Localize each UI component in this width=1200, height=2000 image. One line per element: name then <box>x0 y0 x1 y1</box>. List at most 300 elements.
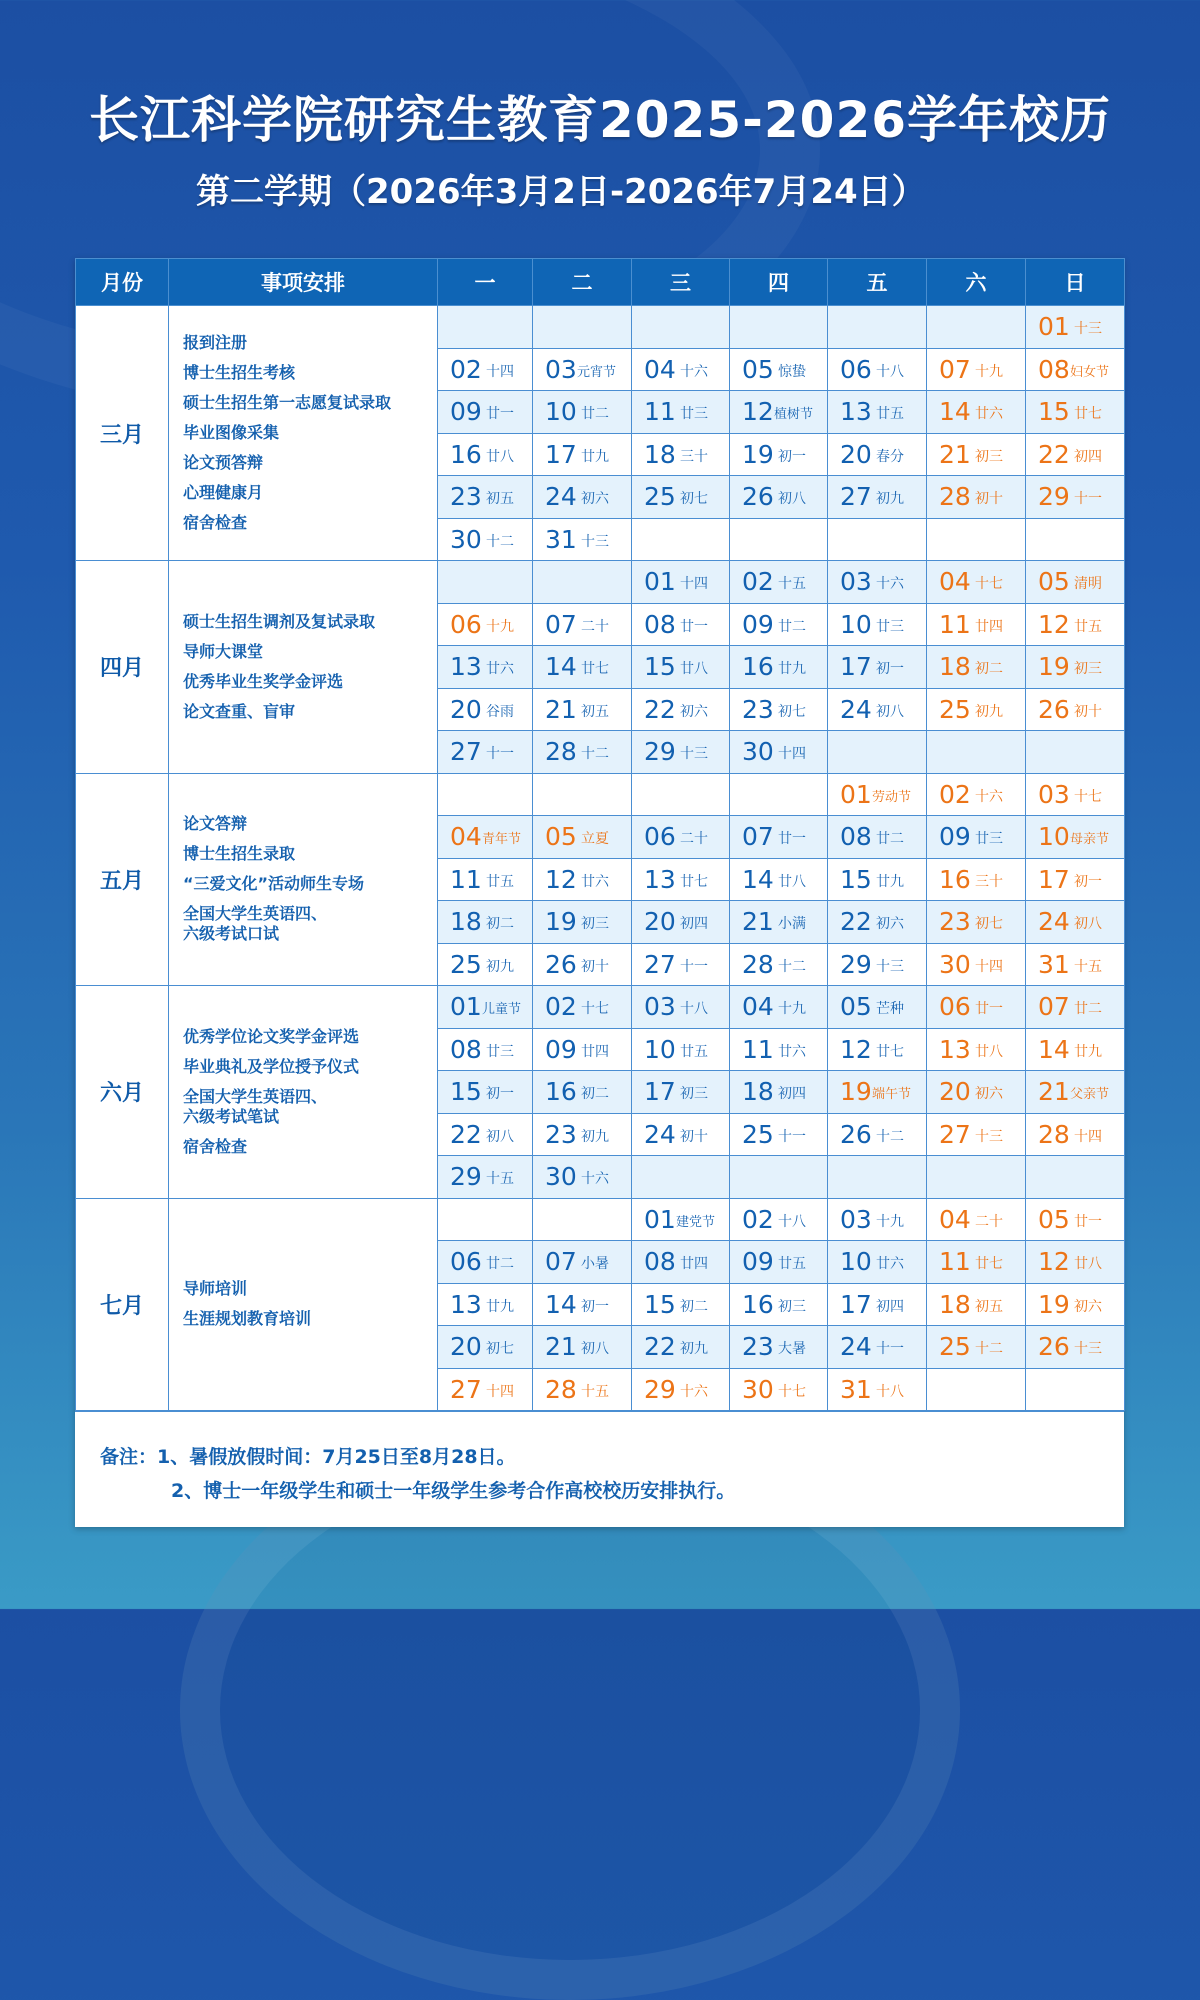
day-cell-tue <box>533 1113 632 1156</box>
day-cell-wed <box>632 1028 730 1071</box>
lunar-date: 廿三 <box>975 831 1003 848</box>
lunar-date: 廿九 <box>581 448 609 465</box>
lunar-date: 十六 <box>581 1171 609 1188</box>
lunar-date: 十八 <box>876 1383 904 1400</box>
day-cell-tue <box>533 1283 632 1326</box>
day-number: 22 <box>450 1119 482 1149</box>
lunar-date: 廿四 <box>680 1256 708 1273</box>
empty-day-cell <box>927 731 1026 774</box>
lunar-date: 初二 <box>680 1298 708 1315</box>
day-cell-sat <box>927 986 1026 1029</box>
column-header-tue: 二 <box>533 259 632 306</box>
day-cell-thu <box>730 1113 828 1156</box>
day-number: 24 <box>840 694 872 724</box>
day-number: 19 <box>1038 1289 1070 1319</box>
day-number: 05 <box>1038 567 1070 597</box>
day-cell-fri <box>828 433 927 476</box>
lunar-date: 十八 <box>876 363 904 380</box>
day-number: 02 <box>450 354 482 384</box>
day-number: 24 <box>840 1332 872 1362</box>
day-cell-fri <box>828 1241 927 1284</box>
empty-day-cell <box>438 561 533 604</box>
day-cell-wed <box>632 433 730 476</box>
day-number: 28 <box>545 1374 577 1404</box>
day-number: 19 <box>1038 652 1070 682</box>
lunar-date: 十七 <box>778 1383 806 1400</box>
lunar-date: 初一 <box>876 661 904 678</box>
day-number: 09 <box>742 609 774 639</box>
day-number: 10 <box>644 1034 676 1064</box>
day-number: 11 <box>742 1034 774 1064</box>
day-number: 15 <box>840 864 872 894</box>
day-number: 01 <box>644 567 676 597</box>
day-cell-mon <box>438 646 533 689</box>
lunar-date: 初七 <box>680 491 708 508</box>
empty-day-cell <box>533 773 632 816</box>
lunar-date: 小暑 <box>581 1256 609 1273</box>
day-number: 17 <box>840 1289 872 1319</box>
event-item <box>183 702 437 722</box>
day-cell-tue <box>533 1326 632 1369</box>
lunar-date: 十三 <box>581 533 609 550</box>
day-number: 22 <box>1038 439 1070 469</box>
day-number: 23 <box>450 482 482 512</box>
day-number: 17 <box>644 1077 676 1107</box>
day-number: 25 <box>450 949 482 979</box>
lunar-date: 十四 <box>486 1383 514 1400</box>
lunar-date: 廿五 <box>778 1256 806 1273</box>
day-number: 30 <box>939 949 971 979</box>
day-cell-fri <box>828 816 927 859</box>
day-cell-mon <box>438 858 533 901</box>
empty-day-cell <box>438 1198 533 1241</box>
day-number: 21 <box>939 439 971 469</box>
day-number: 10 <box>840 1247 872 1277</box>
day-cell-sat <box>927 1326 1026 1369</box>
empty-day-cell <box>632 773 730 816</box>
day-number: 19 <box>840 1077 872 1107</box>
day-cell-mon <box>438 901 533 944</box>
day-cell-sun <box>1026 816 1125 859</box>
day-cell-mon <box>438 1071 533 1114</box>
day-number: 26 <box>840 1119 872 1149</box>
day-number: 06 <box>939 992 971 1022</box>
lunar-date: 初四 <box>876 1298 904 1315</box>
event-item <box>183 423 437 443</box>
day-cell-sun <box>1026 858 1125 901</box>
festival-label: 劳动节 <box>872 789 912 805</box>
day-cell-mon <box>438 986 533 1029</box>
lunar-date: 十六 <box>680 1383 708 1400</box>
event-text: 导师大课堂 <box>183 641 264 661</box>
lunar-date: 十三 <box>1074 321 1102 338</box>
day-number: 10 <box>545 397 577 427</box>
lunar-date: 初七 <box>778 703 806 720</box>
event-text: 硕士生招生第一志愿复试录取 <box>183 393 392 412</box>
week-row <box>76 773 1125 816</box>
lunar-date: 廿二 <box>876 831 904 848</box>
day-cell-fri <box>828 348 927 391</box>
lunar-date: 廿五 <box>1074 618 1102 635</box>
lunar-date: 二十 <box>680 831 708 848</box>
empty-day-cell <box>632 1156 730 1199</box>
day-cell-sat <box>927 1028 1026 1071</box>
lunar-date: 初九 <box>486 958 514 975</box>
day-cell-fri <box>828 476 927 519</box>
month-label: 五月 <box>76 773 169 986</box>
day-cell-mon <box>438 518 533 561</box>
day-number: 11 <box>939 1247 971 1277</box>
day-cell-mon <box>438 1368 533 1411</box>
event-text: 毕业图像采集 <box>183 423 280 442</box>
lunar-date: 十九 <box>876 1213 904 1230</box>
day-cell-mon <box>438 603 533 646</box>
day-cell-sun <box>1026 688 1125 731</box>
event-item <box>183 1027 437 1047</box>
page-subtitle: 第二学期（2026年3月2日-2026年7月24日） <box>196 172 926 212</box>
lunar-date: 廿七 <box>581 661 609 678</box>
festival-label: 母亲节 <box>1070 832 1110 848</box>
event-item <box>183 904 437 944</box>
lunar-date: 廿六 <box>486 661 514 678</box>
day-cell-sat <box>927 646 1026 689</box>
day-number: 11 <box>939 609 971 639</box>
lunar-date: 初六 <box>876 916 904 933</box>
column-header-thu: 四 <box>730 259 828 306</box>
calendar-sheet <box>75 258 1124 1527</box>
calendar-body <box>76 306 1125 1411</box>
empty-day-cell <box>730 1156 828 1199</box>
festival-label: 儿童节 <box>482 1002 522 1018</box>
lunar-date: 二十 <box>581 618 609 635</box>
lunar-date: 三十 <box>975 873 1003 890</box>
day-cell-tue <box>533 858 632 901</box>
day-cell-tue <box>533 603 632 646</box>
day-cell-mon <box>438 433 533 476</box>
day-number: 20 <box>450 1332 482 1362</box>
day-cell-thu <box>730 1198 828 1241</box>
lunar-date: 十二 <box>778 958 806 975</box>
day-cell-tue <box>533 348 632 391</box>
lunar-date: 初四 <box>680 916 708 933</box>
day-cell-sun <box>1026 1113 1125 1156</box>
day-number: 14 <box>742 864 774 894</box>
week-row <box>76 1198 1125 1241</box>
day-number: 07 <box>1038 992 1070 1022</box>
event-item <box>183 1057 437 1077</box>
day-number: 03 <box>644 992 676 1022</box>
day-number: 02 <box>545 992 577 1022</box>
event-text: 全国大学生英语四、 <box>183 904 328 924</box>
day-number: 20 <box>840 439 872 469</box>
day-number: 30 <box>742 1374 774 1404</box>
day-number: 14 <box>545 1289 577 1319</box>
calendar-table <box>75 258 1125 1411</box>
day-number: 12 <box>1038 1247 1070 1277</box>
lunar-date: 小满 <box>778 916 806 933</box>
column-header-sat: 六 <box>927 259 1026 306</box>
lunar-date: 廿九 <box>876 873 904 890</box>
lunar-date: 十四 <box>778 746 806 763</box>
day-number: 12 <box>742 397 774 427</box>
day-cell-wed <box>632 1368 730 1411</box>
day-cell-thu <box>730 1241 828 1284</box>
day-cell-mon <box>438 348 533 391</box>
lunar-date: 初八 <box>778 491 806 508</box>
lunar-date: 廿三 <box>486 1043 514 1060</box>
lunar-date: 十五 <box>1074 958 1102 975</box>
day-number: 02 <box>742 567 774 597</box>
day-cell-wed <box>632 1198 730 1241</box>
day-cell-sun <box>1026 943 1125 986</box>
day-cell-tue <box>533 518 632 561</box>
day-cell-thu <box>730 1368 828 1411</box>
lunar-date: 初二 <box>581 1086 609 1103</box>
day-cell-sat <box>927 391 1026 434</box>
lunar-date: 十八 <box>778 1213 806 1230</box>
day-number: 20 <box>644 907 676 937</box>
day-cell-mon <box>438 1283 533 1326</box>
day-number: 13 <box>644 864 676 894</box>
empty-day-cell <box>438 306 533 349</box>
lunar-date: 十一 <box>1074 491 1102 508</box>
lunar-date: 初十 <box>975 491 1003 508</box>
day-number: 04 <box>742 992 774 1022</box>
lunar-date: 三十 <box>680 448 708 465</box>
lunar-date: 廿一 <box>778 831 806 848</box>
day-number: 08 <box>1038 354 1070 384</box>
day-cell-wed <box>632 986 730 1029</box>
lunar-date: 廿九 <box>778 661 806 678</box>
day-number: 24 <box>644 1119 676 1149</box>
day-cell-tue <box>533 1028 632 1071</box>
day-cell-thu <box>730 816 828 859</box>
lunar-date: 十三 <box>876 958 904 975</box>
lunar-date: 初九 <box>680 1341 708 1358</box>
day-cell-mon <box>438 1028 533 1071</box>
day-cell-sun <box>1026 646 1125 689</box>
column-header-events: 事项安排 <box>169 259 438 306</box>
event-text: 毕业典礼及学位授予仪式 <box>183 1056 360 1076</box>
day-number: 29 <box>644 737 676 767</box>
day-cell-fri <box>828 1028 927 1071</box>
event-item <box>183 642 437 662</box>
lunar-date: 十四 <box>1074 1128 1102 1145</box>
day-number: 21 <box>1038 1077 1070 1107</box>
day-cell-wed <box>632 646 730 689</box>
day-number: 25 <box>939 694 971 724</box>
day-cell-fri <box>828 858 927 901</box>
lunar-date: 初五 <box>581 703 609 720</box>
lunar-date: 十二 <box>876 1128 904 1145</box>
day-cell-fri <box>828 1326 927 1369</box>
month-label: 四月 <box>76 561 169 774</box>
event-item <box>183 513 437 533</box>
lunar-date: 初三 <box>1074 661 1102 678</box>
empty-day-cell <box>632 306 730 349</box>
day-number: 05 <box>545 822 577 852</box>
day-number: 29 <box>840 949 872 979</box>
day-cell-fri <box>828 391 927 434</box>
day-cell-thu <box>730 603 828 646</box>
lunar-date: 廿六 <box>876 1256 904 1273</box>
event-item <box>183 1137 437 1157</box>
lunar-date: 廿七 <box>876 1043 904 1060</box>
empty-day-cell <box>632 518 730 561</box>
day-number: 29 <box>644 1374 676 1404</box>
event-text: 六级考试笔试 <box>183 1106 280 1126</box>
lunar-date: 廿四 <box>975 618 1003 635</box>
empty-day-cell <box>1026 1156 1125 1199</box>
day-number: 24 <box>1038 907 1070 937</box>
day-number: 16 <box>742 652 774 682</box>
lunar-date: 廿八 <box>486 448 514 465</box>
event-text: 博士生招生录取 <box>183 844 296 864</box>
day-number: 01 <box>450 992 482 1022</box>
lunar-date: 初三 <box>581 916 609 933</box>
day-cell-sun <box>1026 306 1125 349</box>
day-number: 28 <box>1038 1119 1070 1149</box>
lunar-date: 十七 <box>1074 788 1102 805</box>
day-number: 10 <box>1038 822 1070 852</box>
day-cell-sun <box>1026 1071 1125 1114</box>
day-cell-thu <box>730 1283 828 1326</box>
event-text: 优秀毕业生奖学金评选 <box>183 671 344 691</box>
lunar-date: 廿七 <box>680 873 708 890</box>
day-cell-sat <box>927 1198 1026 1241</box>
day-number: 15 <box>450 1077 482 1107</box>
day-cell-wed <box>632 816 730 859</box>
day-cell-mon <box>438 731 533 774</box>
day-cell-tue <box>533 1241 632 1284</box>
day-number: 09 <box>742 1247 774 1277</box>
day-number: 18 <box>939 652 971 682</box>
day-number: 09 <box>450 397 482 427</box>
day-number: 29 <box>1038 482 1070 512</box>
month-label: 三月 <box>76 306 169 561</box>
lunar-date: 二十 <box>975 1213 1003 1230</box>
day-cell-sat <box>927 603 1026 646</box>
lunar-date: 初八 <box>1074 916 1102 933</box>
day-number: 01 <box>1038 312 1070 342</box>
day-number: 30 <box>450 524 482 554</box>
event-item <box>183 453 437 473</box>
day-cell-fri <box>828 901 927 944</box>
lunar-date: 初三 <box>778 1298 806 1315</box>
event-text: 宿舍检查 <box>183 513 248 532</box>
event-text: 导师培训 <box>183 1279 248 1299</box>
day-cell-thu <box>730 1071 828 1114</box>
day-number: 30 <box>545 1162 577 1192</box>
lunar-date: 廿六 <box>581 873 609 890</box>
day-cell-sun <box>1026 391 1125 434</box>
lunar-date: 十六 <box>680 363 708 380</box>
events-cell <box>169 561 438 774</box>
event-item <box>183 612 437 632</box>
day-cell-sat <box>927 476 1026 519</box>
lunar-date: 清明 <box>1074 576 1102 593</box>
column-header-mon: 一 <box>438 259 533 306</box>
lunar-date: 初五 <box>486 491 514 508</box>
event-text: 硕士生招生调剂及复试录取 <box>183 611 376 631</box>
event-item <box>183 363 437 383</box>
event-text: “三爱文化”活动师生专场 <box>183 874 365 894</box>
lunar-date: 廿七 <box>1074 406 1102 423</box>
column-header-wed: 三 <box>632 259 730 306</box>
lunar-date: 十一 <box>486 746 514 763</box>
empty-day-cell <box>927 306 1026 349</box>
day-number: 04 <box>644 354 676 384</box>
lunar-date: 廿三 <box>680 406 708 423</box>
event-item <box>183 1087 437 1127</box>
day-cell-thu <box>730 561 828 604</box>
lunar-date: 廿五 <box>680 1043 708 1060</box>
events-cell <box>169 306 438 561</box>
day-cell-mon <box>438 688 533 731</box>
day-cell-wed <box>632 1326 730 1369</box>
week-row <box>76 986 1125 1029</box>
lunar-date: 初十 <box>680 1128 708 1145</box>
day-cell-fri <box>828 1113 927 1156</box>
day-number: 23 <box>545 1119 577 1149</box>
day-number: 23 <box>939 907 971 937</box>
day-cell-fri <box>828 773 927 816</box>
day-cell-thu <box>730 646 828 689</box>
day-cell-sat <box>927 1241 1026 1284</box>
lunar-date: 初九 <box>876 491 904 508</box>
day-number: 03 <box>545 354 577 384</box>
lunar-date: 十一 <box>778 1128 806 1145</box>
day-cell-sun <box>1026 773 1125 816</box>
lunar-date: 廿一 <box>486 406 514 423</box>
lunar-date: 廿六 <box>778 1043 806 1060</box>
day-cell-mon <box>438 1113 533 1156</box>
day-number: 05 <box>1038 1204 1070 1234</box>
day-cell-wed <box>632 348 730 391</box>
day-number: 27 <box>450 737 482 767</box>
note-line-1: 备注：1、暑假放假时间：7月25日至8月28日。 <box>100 1446 516 1468</box>
empty-day-cell <box>438 773 533 816</box>
day-cell-sun <box>1026 986 1125 1029</box>
lunar-date: 初一 <box>778 448 806 465</box>
festival-label: 青年节 <box>482 832 522 848</box>
empty-day-cell <box>730 306 828 349</box>
day-cell-sat <box>927 1071 1026 1114</box>
day-number: 09 <box>545 1034 577 1064</box>
lunar-date: 初八 <box>486 1128 514 1145</box>
day-cell-tue <box>533 943 632 986</box>
day-cell-sun <box>1026 1028 1125 1071</box>
empty-day-cell <box>927 1368 1026 1411</box>
day-number: 01 <box>644 1204 676 1234</box>
lunar-date: 廿八 <box>680 661 708 678</box>
day-number: 27 <box>450 1374 482 1404</box>
day-number: 16 <box>450 439 482 469</box>
day-cell-thu <box>730 1028 828 1071</box>
day-number: 23 <box>742 694 774 724</box>
day-cell-fri <box>828 646 927 689</box>
day-cell-wed <box>632 561 730 604</box>
empty-day-cell <box>1026 518 1125 561</box>
event-text: 博士生招生考核 <box>183 363 296 382</box>
day-number: 26 <box>742 482 774 512</box>
festival-label: 父亲节 <box>1070 1087 1110 1103</box>
day-cell-thu <box>730 901 828 944</box>
day-cell-fri <box>828 1071 927 1114</box>
day-cell-fri <box>828 561 927 604</box>
day-cell-sun <box>1026 476 1125 519</box>
day-number: 14 <box>1038 1034 1070 1064</box>
